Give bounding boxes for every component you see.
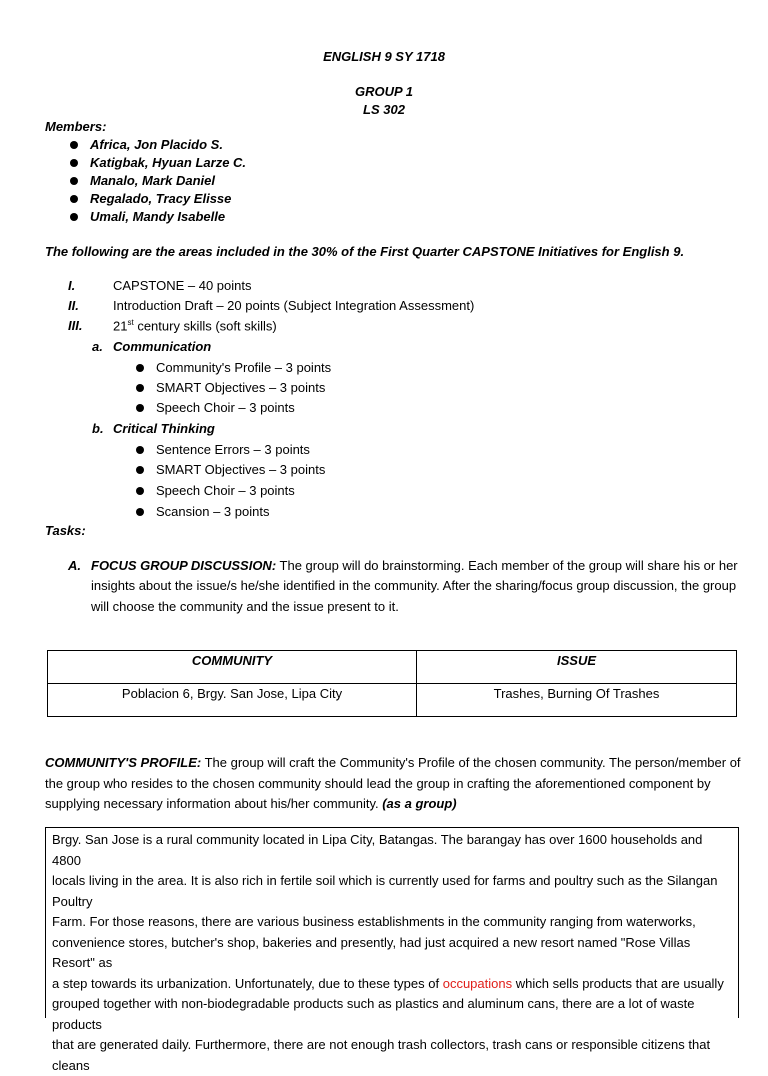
skill-item: SMART Objectives – 3 points	[136, 462, 325, 477]
area-number: I.	[68, 278, 76, 293]
bullet-icon	[136, 364, 144, 372]
column-header-community: COMMUNITY	[48, 651, 417, 684]
bullet-icon	[70, 141, 78, 149]
group-label: GROUP 1	[354, 84, 414, 99]
profile-box-line: grouped together with non-biodegradable products such as plastics and aluminum cans, there are a lot of waste products	[52, 996, 695, 1032]
skill-item: Scansion – 3 points	[136, 504, 269, 519]
task-letter: A.	[68, 558, 81, 573]
profile-box-line: a step towards its urbanization. Unfortunately, due to these types of occupations which sells products that are usually	[52, 975, 724, 991]
bullet-icon	[70, 177, 78, 185]
profile-line: the group who resides to the chosen community should lead the group in crafting the aforementioned component by	[45, 776, 711, 791]
member-item: Regalado, Tracy Elisse	[70, 191, 231, 206]
area-text: 21st century skills (soft skills)	[113, 318, 277, 334]
document-title: ENGLISH 9 SY 1718	[323, 49, 445, 64]
member-item: Katigbak, Hyuan Larze C.	[70, 155, 246, 170]
table-header-row	[48, 651, 737, 684]
skill-item: Speech Choir – 3 points	[136, 400, 295, 415]
highlighted-word: occupations	[442, 975, 513, 991]
bullet-icon	[70, 195, 78, 203]
bullet-icon	[136, 466, 144, 474]
bullet-icon	[136, 404, 144, 412]
skill-item: Speech Choir – 3 points	[136, 483, 295, 498]
bullet-icon	[136, 508, 144, 516]
bullet-icon	[136, 384, 144, 392]
profile-line: supplying necessary information about his/her community. (as a group)	[45, 796, 457, 811]
table-row	[48, 684, 737, 717]
member-item: Manalo, Mark Daniel	[70, 173, 215, 188]
skill-item: SMART Objectives – 3 points	[136, 380, 325, 395]
bullet-icon	[70, 213, 78, 221]
subsection-letter: a.	[92, 339, 103, 354]
community-profile-box	[45, 827, 739, 1073]
task-line: insights about the issue/s he/she identified in the community. After the sharing/focus group discussion, the group	[91, 578, 737, 593]
bullet-icon	[136, 446, 144, 454]
member-item: Umali, Mandy Isabelle	[70, 209, 225, 224]
task-title: FOCUS GROUP DISCUSSION:	[91, 558, 277, 573]
bullet-icon	[70, 159, 78, 167]
profile-title: COMMUNITY'S PROFILE:	[45, 755, 202, 770]
profile-box-line: that are generated daily. Furthermore, there are not enough trash collectors, trash cans or responsible citizens that cleans	[52, 1037, 711, 1073]
member-item: Africa, Jon Placido S.	[70, 137, 223, 152]
column-header-issue: ISSUE	[417, 651, 737, 684]
task-line: will choose the community and the issue present to it.	[91, 599, 399, 614]
profile-line: COMMUNITY'S PROFILE: The group will craft the Community's Profile of the chosen community. The person/member of	[45, 755, 741, 770]
task-line: FOCUS GROUP DISCUSSION: The group will do brainstorming. Each member of the group will share his or her	[91, 558, 738, 573]
area-text: CAPSTONE – 40 points	[113, 278, 252, 293]
intro-statement: The following are the areas included in the 30% of the First Quarter CAPSTONE Initiatives for English 9.	[45, 244, 685, 259]
community-issue-table	[47, 650, 737, 717]
area-text: Introduction Draft – 20 points (Subject Integration Assessment)	[113, 298, 475, 313]
area-number: II.	[68, 298, 79, 313]
subsection-title-critical-thinking: Critical Thinking	[113, 421, 215, 436]
issue-cell: Trashes, Burning Of Trashes	[417, 684, 737, 717]
tasks-label: Tasks:	[45, 523, 86, 538]
bullet-icon	[136, 487, 144, 495]
section-label: LS 302	[363, 102, 405, 117]
area-number: III.	[68, 318, 83, 333]
community-cell: Poblacion 6, Brgy. San Jose, Lipa City	[48, 684, 417, 717]
skill-item: Community's Profile – 3 points	[136, 360, 331, 375]
profile-note: (as a group)	[382, 796, 457, 811]
profile-box-line: Farm. For those reasons, there are various business establishments in the community ranging from waterworks,	[52, 914, 696, 929]
subsection-title-communication: Communication	[113, 339, 212, 354]
skill-item: Sentence Errors – 3 points	[136, 442, 310, 457]
members-label: Members:	[45, 119, 107, 134]
profile-box-line: Brgy. San Jose is a rural community located in Lipa City, Batangas. The barangay has over 1600 households and 4800	[52, 832, 703, 868]
profile-box-line: convenience stores, butcher's shop, bakeries and presently, had just acquired a new resort named "Rose Villas Resort" as	[52, 934, 691, 970]
profile-box-line: locals living in the area. It is also rich in fertile soil which is currently used for farms and poultry such as the Silangan Poultry	[52, 873, 718, 909]
subsection-letter: b.	[92, 421, 104, 436]
